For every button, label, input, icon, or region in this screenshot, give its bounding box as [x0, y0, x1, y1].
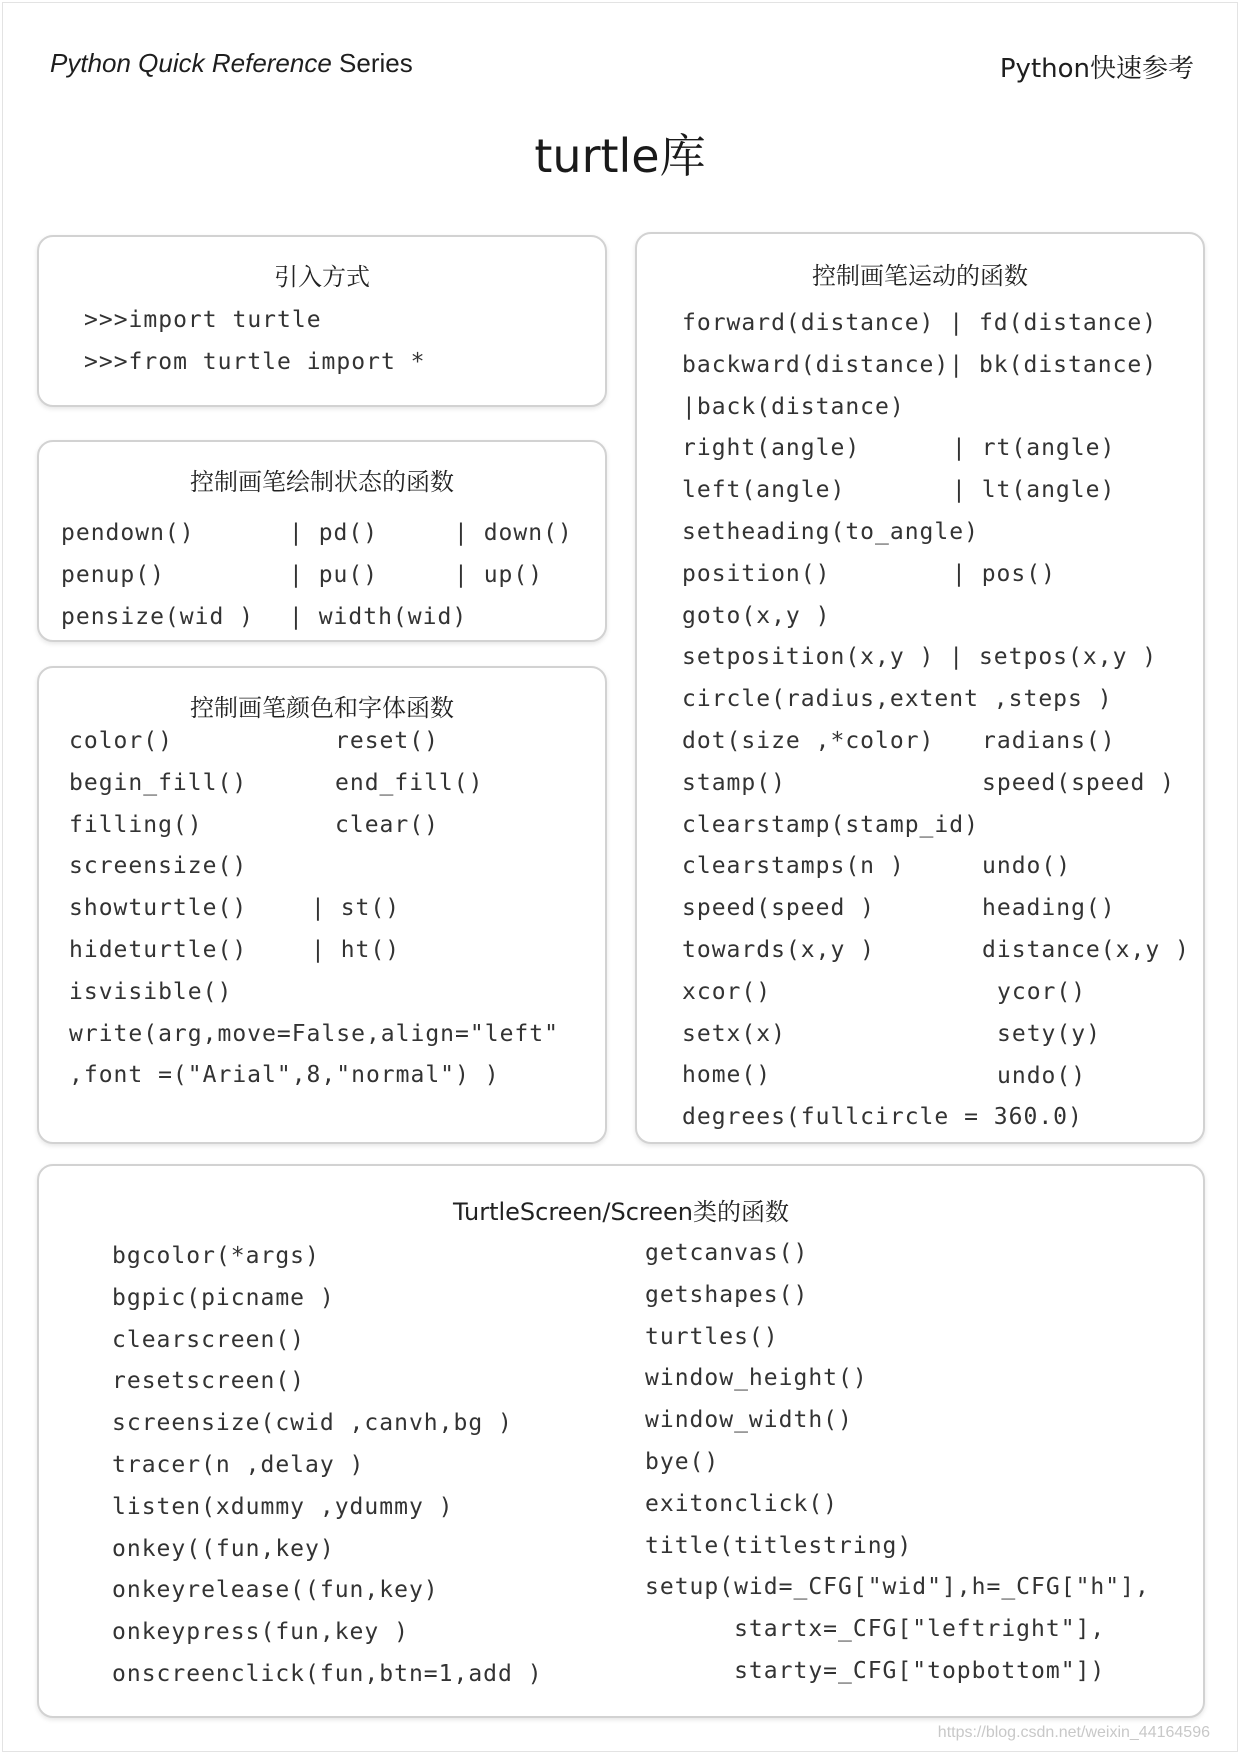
code-line: right(angle) — [682, 435, 861, 462]
code-line: bye() — [645, 1448, 720, 1475]
code-line: turtles() — [645, 1323, 779, 1350]
code-line: clearstamp(stamp_id) — [682, 811, 979, 838]
code-line: setx(x) — [682, 1020, 786, 1047]
code-line: setheading(to_angle) — [682, 518, 979, 545]
code-line: exitonclick() — [645, 1490, 839, 1517]
page-title: turtle库 — [534, 129, 706, 183]
pen-color-card — [37, 666, 607, 1144]
code-line: circle(radius,extent ,steps ) — [682, 686, 1113, 713]
code-line: listen(xdummy ,ydummy ) — [112, 1493, 454, 1520]
code-line: | pu() — [289, 561, 379, 588]
code-line: getshapes() — [645, 1281, 809, 1308]
code-line: | st() — [311, 895, 401, 921]
code-line: clearstamps(n ) — [682, 853, 905, 880]
code-line: | rt(angle) — [952, 435, 1116, 461]
code-line: onscreenclick(fun,btn=1,add ) — [112, 1660, 543, 1687]
code-line: ,font =("Arial",8,"normal") ) — [69, 1062, 500, 1089]
code-line: xcor() — [682, 978, 772, 1005]
code-line: onkeypress(fun,key ) — [112, 1619, 409, 1646]
import-card-title: 引入方式 — [274, 263, 370, 291]
code-line: heading() — [982, 895, 1116, 921]
code-line: undo() — [982, 853, 1072, 879]
code-line: | up() — [454, 561, 544, 588]
code-line: write(arg,move=False,align="left" — [69, 1020, 559, 1047]
code-line: home() — [682, 1062, 772, 1089]
code-line: bgpic(picname ) — [112, 1284, 335, 1311]
code-line: end_fill() — [335, 769, 484, 796]
code-line: color() — [69, 728, 173, 754]
code-line: radians() — [982, 728, 1116, 754]
code-line: onkey((fun,key) — [112, 1535, 335, 1562]
code-line: window_height() — [645, 1365, 868, 1392]
code-line: backward(distance)| bk(distance) — [682, 351, 1158, 378]
code-line: showturtle() — [69, 895, 248, 922]
code-line: tracer(n ,delay ) — [112, 1451, 365, 1478]
code-line: >>>from turtle import * — [84, 348, 426, 375]
code-line: title(titlestring) — [645, 1532, 913, 1559]
code-line: bgcolor(*args) — [112, 1243, 320, 1269]
code-line: ycor() — [997, 979, 1087, 1005]
pen-motion-card-title: 控制画笔运动的函数 — [812, 262, 1028, 290]
code-line: starty=_CFG["topbottom"]) — [645, 1657, 1106, 1684]
code-line: penup() — [61, 561, 165, 588]
code-line: dot(size ,*color) — [682, 727, 935, 754]
code-line: startx=_CFG["leftright"], — [645, 1616, 1106, 1643]
code-line: >>>import turtle — [84, 307, 322, 333]
series-label-plain: Series — [331, 48, 413, 78]
code-line: clearscreen() — [112, 1326, 306, 1353]
code-line: setup(wid=_CFG["wid"],h=_CFG["h"], — [645, 1574, 1150, 1601]
code-line: speed(speed ) — [682, 895, 876, 922]
series-label — [50, 48, 413, 79]
screen-card — [37, 1164, 1205, 1718]
code-line: |back(distance) — [682, 393, 905, 420]
code-line: forward(distance) | fd(distance) — [682, 310, 1158, 336]
code-line: undo() — [997, 1063, 1087, 1089]
code-line: goto(x,y ) — [682, 602, 831, 629]
code-line: begin_fill() — [69, 769, 248, 796]
code-line: | ht() — [311, 936, 401, 963]
screen-card-title: TurtleScreen/Screen类的函数 — [452, 1198, 790, 1226]
watermark: https://blog.csdn.net/weixin_44164596 — [937, 1724, 1210, 1741]
code-line: pendown() — [61, 520, 195, 546]
code-line: | down() — [454, 520, 573, 546]
code-line: window_width() — [645, 1407, 853, 1434]
pen-motion-card — [635, 232, 1205, 1144]
code-line: reset() — [335, 728, 439, 754]
code-line: pensize(wid ) — [61, 603, 255, 630]
code-line: | pos() — [952, 561, 1056, 587]
code-line: isvisible() — [69, 978, 233, 1005]
pen-state-card — [37, 440, 607, 642]
pen-state-card-title: 控制画笔绘制状态的函数 — [190, 468, 454, 496]
code-line: degrees(fullcircle = 360.0) — [682, 1104, 1083, 1131]
code-line: filling() — [69, 811, 203, 838]
code-line: towards(x,y ) — [682, 936, 876, 963]
code-line: sety(y) — [997, 1021, 1101, 1047]
code-line: stamp() — [682, 769, 786, 796]
series-label-italic: Python Quick Reference — [50, 48, 332, 78]
code-line: | width(wid) — [289, 603, 468, 630]
code-line: screensize() — [69, 853, 248, 880]
code-line: hideturtle() — [69, 936, 248, 963]
code-line: distance(x,y ) — [982, 937, 1190, 963]
code-line: setposition(x,y ) | setpos(x,y ) — [682, 644, 1158, 671]
code-line: onkeyrelease((fun,key) — [112, 1577, 439, 1604]
code-line: screensize(cwid ,canvh,bg ) — [112, 1410, 513, 1437]
code-line: left(angle) — [682, 477, 846, 504]
code-line: position() — [682, 560, 831, 587]
code-line: | pd() — [289, 520, 379, 546]
code-line: resetscreen() — [112, 1368, 306, 1395]
import-card — [37, 235, 607, 407]
code-line: getcanvas() — [645, 1240, 809, 1266]
code-line: | lt(angle) — [952, 477, 1116, 503]
code-line: speed(speed ) — [982, 770, 1176, 796]
series-label-cn: Python快速参考 — [999, 54, 1194, 84]
pen-color-card-title: 控制画笔颜色和字体函数 — [190, 694, 454, 722]
code-line: clear() — [335, 811, 439, 838]
